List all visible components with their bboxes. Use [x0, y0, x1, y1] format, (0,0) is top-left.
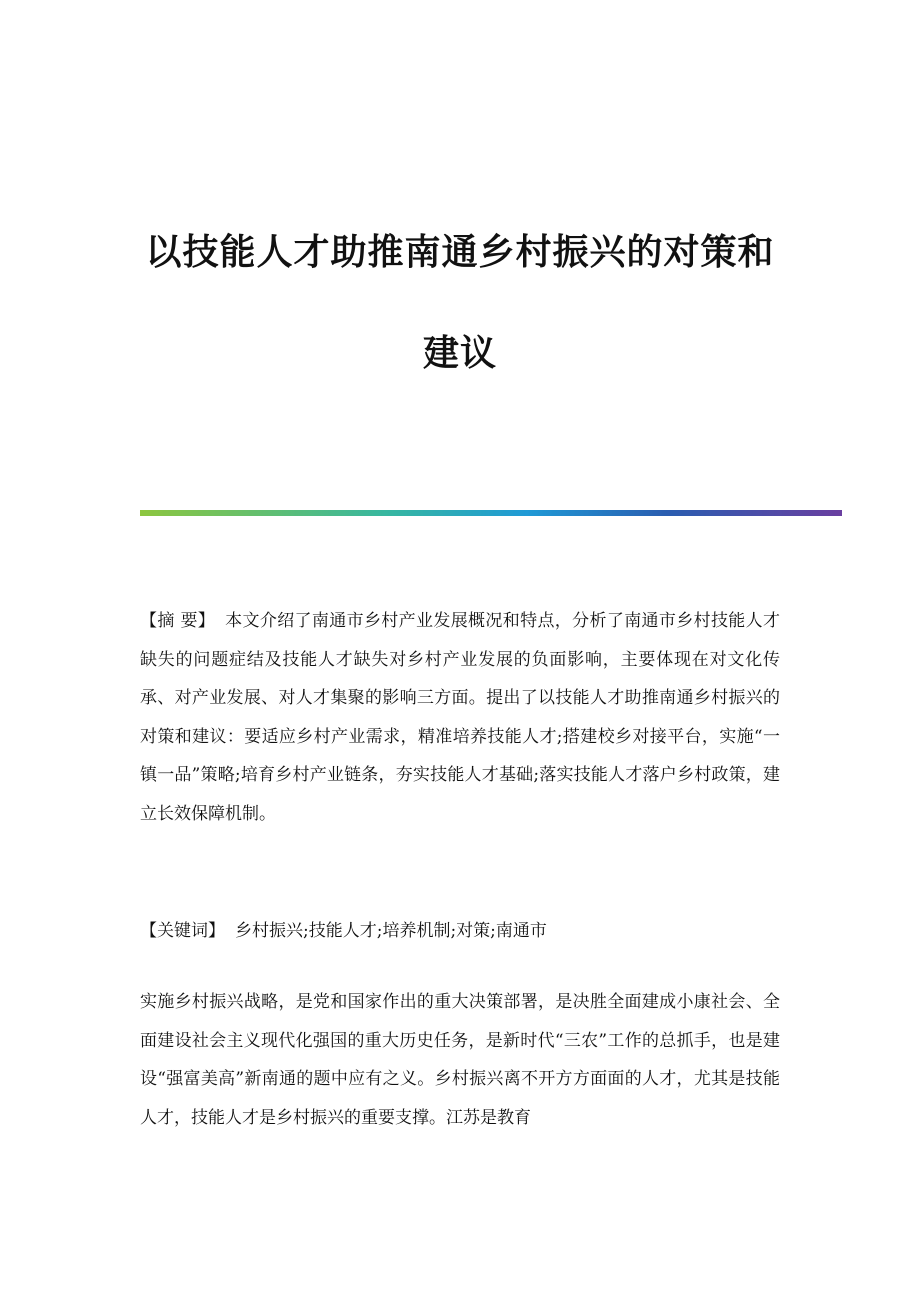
keywords [140, 912, 780, 951]
keywords-text: 乡村振兴;技能人才;培养机制;对策;南通市 [235, 921, 547, 941]
title-line-2: 建议 [422, 332, 497, 374]
keywords-label: 【关键词】 [140, 921, 225, 941]
title-line-1: 以技能人才助推南通乡村振兴的对策和 [145, 231, 775, 273]
abstract-text: 本文介绍了南通市乡村产业发展概况和特点，分析了南通市乡村技能人才缺失的问题症结及技能人才缺失对乡村产业发展的负面影响，主要体现在对文化传承、对产业发展、对人才集聚的影响三方面。提出了以技能人才助推南通乡村振兴的对策和建议：要适应乡村产业需求，精准培养技能人才;搭建校乡对接平台，实施“一镇一品”策略;培育乡村产业链条，夯实技能人才基础;落实技能人才落户乡村政策，建立长效保障机制。 [140, 611, 780, 824]
abstract-label: 【摘 要】 [140, 611, 216, 631]
gradient-divider [140, 510, 842, 516]
body-paragraph: 实施乡村振兴战略，是党和国家作出的重大决策部署，是决胜全面建成小康社会、全面建设社会主义现代化强国的重大历史任务，是新时代“三农”工作的总抓手，也是建设“强富美高”新南通的题中应有之义。乡村振兴离不开方方面面的人才，尤其是技能人才，技能人才是乡村振兴的重要支撑。江苏是教育 [140, 992, 780, 1128]
abstract [140, 602, 780, 833]
